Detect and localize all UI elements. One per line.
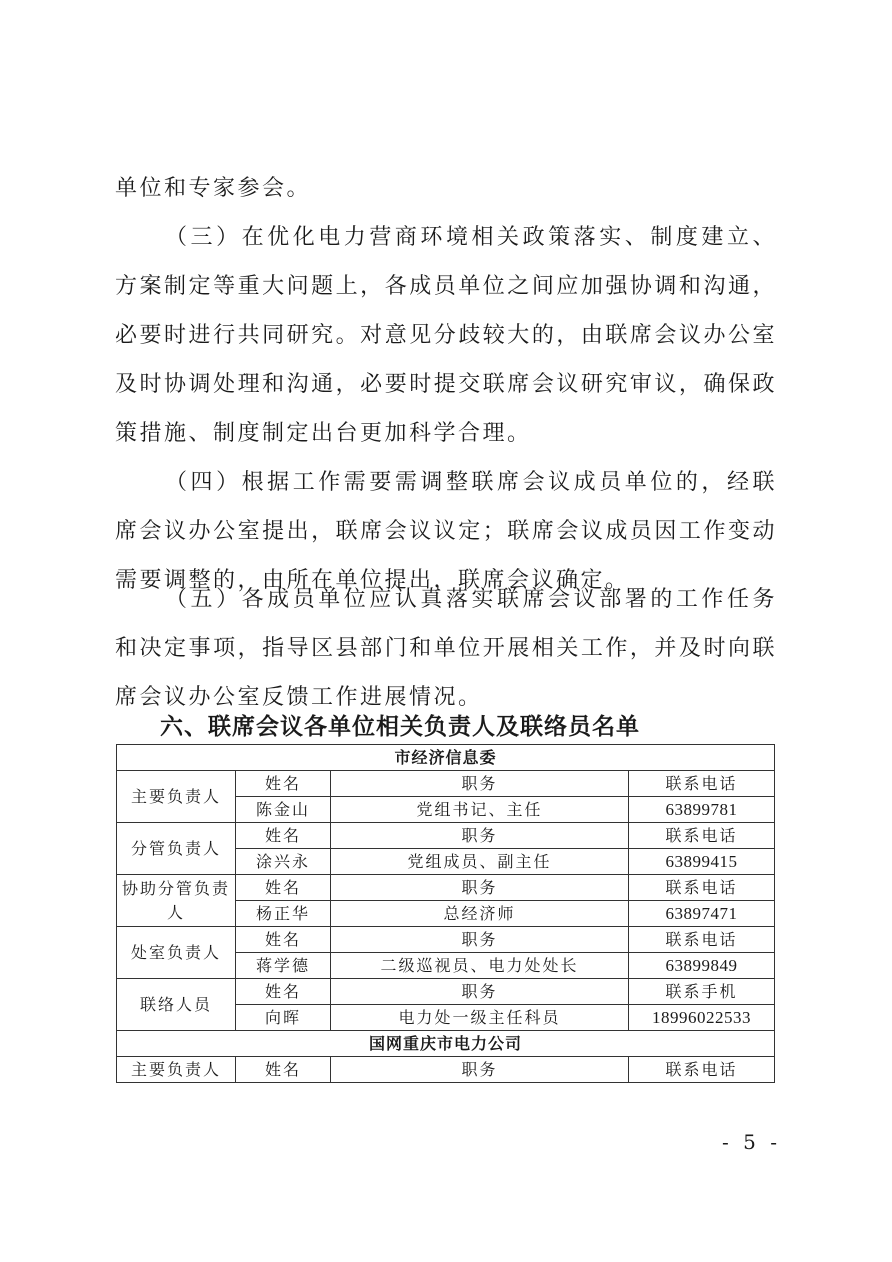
name-cell: 杨正华 — [236, 901, 331, 927]
header-cell: 职务 — [331, 823, 629, 849]
name-cell: 向晖 — [236, 1005, 331, 1031]
header-cell: 联系电话 — [629, 1057, 775, 1083]
header-cell: 联系电话 — [629, 771, 775, 797]
paragraph: 单位和专家参会。 — [115, 176, 312, 201]
header-row — [117, 823, 775, 849]
name-cell: 陈金山 — [236, 797, 331, 823]
paragraph: （五）各成员单位应认真落实联席会议部署的工作任务和决定事项，指导区县部门和单位开展相关工作，并及时向联席会议办公室反馈工作进展情况。 — [115, 587, 777, 710]
paragraph: （四）根据工作需要需调整联席会议成员单位的，经联席会议办公室提出，联席会议议定；联席会议成员因工作变动需要调整的，由所在单位提出，联席会议确定。 — [115, 470, 777, 593]
name-cell: 蒋学德 — [236, 953, 331, 979]
header-cell: 姓名 — [236, 927, 331, 953]
position-cell: 总经济师 — [331, 901, 629, 927]
header-cell: 职务 — [331, 875, 629, 901]
header-cell: 职务 — [331, 771, 629, 797]
unit-row — [117, 745, 775, 771]
role-cell: 处室负责人 — [117, 927, 236, 979]
role-cell: 联络人员 — [117, 979, 236, 1031]
header-cell: 职务 — [331, 927, 629, 953]
header-cell: 职务 — [331, 1057, 629, 1083]
phone-cell: 18996022533 — [629, 1005, 775, 1031]
phone-cell: 63897471 — [629, 901, 775, 927]
role-cell: 主要负责人 — [117, 771, 236, 823]
phone-cell: 63899781 — [629, 797, 775, 823]
header-cell: 姓名 — [236, 875, 331, 901]
header-cell: 联系手机 — [629, 979, 775, 1005]
name-cell: 涂兴永 — [236, 849, 331, 875]
contact-table — [116, 744, 775, 1083]
header-row — [117, 875, 775, 901]
header-row — [117, 1057, 775, 1083]
role-cell: 协助分管负责人 — [117, 875, 236, 927]
unit-name: 市经济信息委 — [117, 745, 775, 771]
header-row — [117, 771, 775, 797]
page-number: - 5 - — [722, 1130, 781, 1154]
position-cell: 党组书记、主任 — [331, 797, 629, 823]
position-cell: 二级巡视员、电力处处长 — [331, 953, 629, 979]
header-cell: 联系电话 — [629, 927, 775, 953]
header-cell: 姓名 — [236, 823, 331, 849]
header-cell: 姓名 — [236, 771, 331, 797]
header-row — [117, 927, 775, 953]
role-cell: 分管负责人 — [117, 823, 236, 875]
header-cell: 姓名 — [236, 1057, 331, 1083]
role-cell: 主要负责人 — [117, 1057, 236, 1083]
position-cell: 党组成员、副主任 — [331, 849, 629, 875]
position-cell: 电力处一级主任科员 — [331, 1005, 629, 1031]
header-cell: 职务 — [331, 979, 629, 1005]
unit-name: 国网重庆市电力公司 — [117, 1031, 775, 1057]
header-cell: 联系电话 — [629, 823, 775, 849]
section-heading: 六、联席会议各单位相关负责人及联络员名单 — [160, 714, 640, 740]
paragraph: （三）在优化电力营商环境相关政策落实、制度建立、方案制定等重大问题上，各成员单位之间应加强协调和沟通，必要时进行共同研究。对意见分歧较大的，由联席会议办公室及时协调处理和沟通，必要时提交联席会议研究审议，确保政策措施、制度制定出台更加科学合理。 — [115, 225, 777, 446]
phone-cell: 63899849 — [629, 953, 775, 979]
header-row — [117, 979, 775, 1005]
unit-row — [117, 1031, 775, 1057]
header-cell: 姓名 — [236, 979, 331, 1005]
phone-cell: 63899415 — [629, 849, 775, 875]
header-cell: 联系电话 — [629, 875, 775, 901]
